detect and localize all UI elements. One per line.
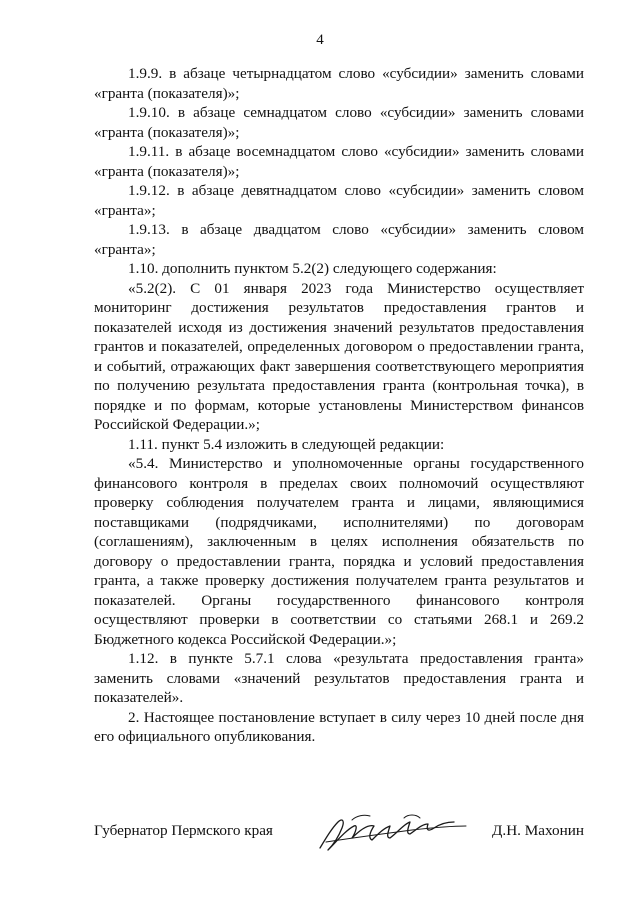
signature-block <box>94 808 584 858</box>
paragraph-5-4-quote: «5.4. Министерство и уполномоченные органы государственного финансового контроля в пределах своих полномочий осуществляют проверку соблюдения получателем гранта и лицами, являющимися поставщиками (подрядчиками, исполнителями) по договорам (соглашениям), заключенным в целях исполнения обязательств по договору о предоставлении гранта, порядка и условий предоставления гранта, а также проверку достижения получателем гранта результатов и показателей. Органы государственного финансового контроля осуществляют проверки в соответствии со статьями 268.1 и 269.2 Бюджетного кодекса Российской Федерации.»; <box>94 455 584 648</box>
paragraph-1-11: 1.11. пункт 5.4 изложить в следующей редакции: <box>128 435 445 453</box>
paragraph-5-2-2-quote: «5.2(2). С 01 января 2023 года Министерство осуществляет мониторинг достижения результатов предоставления грантов и показателей исходя из достижения значений результатов предоставления грантов и показателей, определенных договором о предоставлении гранта, и событий, отражающих факт завершения соответствующего мероприятия по получению результата предоставления гранта (контрольная точка), в порядке и по формам, которые установлены Министерством финансов Российской Федерации.»; <box>94 279 584 433</box>
paragraph-1-9-10: 1.9.10. в абзаце семнадцатом слово «субсидии» заменить словами «гранта (показателя)»; <box>94 104 584 141</box>
page-number: 4 <box>316 32 324 48</box>
paragraph-1-9-12: 1.9.12. в абзаце девятнадцатом слово «субсидии» заменить словом «гранта»; <box>94 182 584 219</box>
paragraph-1-9-13: 1.9.13. в абзаце двадцатом слово «субсидии» заменить словом «гранта»; <box>94 221 584 258</box>
paragraph-2-effective-date: 2. Настоящее постановление вступает в силу через 10 дней после дня его официального опубликования. <box>94 708 584 745</box>
paragraph-1-9-9: 1.9.9. в абзаце четырнадцатом слово «субсидии» заменить словами «гранта (показателя)»; <box>94 65 584 102</box>
document-body <box>94 64 584 747</box>
signatory-name: Д.Н. Махонин <box>492 822 584 839</box>
signatory-title: Губернатор Пермского края <box>94 822 273 839</box>
paragraph-1-12: 1.12. в пункте 5.7.1 слова «результата предоставления гранта» заменить словами «значений результатов предоставления гранта и показателей». <box>94 650 584 706</box>
paragraph-1-9-11: 1.9.11. в абзаце восемнадцатом слово «субсидии» заменить словами «гранта (показателя)»; <box>94 143 584 180</box>
paragraph-1-10: 1.10. дополнить пунктом 5.2(2) следующего содержания: <box>128 260 497 277</box>
handwritten-signature <box>312 808 472 858</box>
